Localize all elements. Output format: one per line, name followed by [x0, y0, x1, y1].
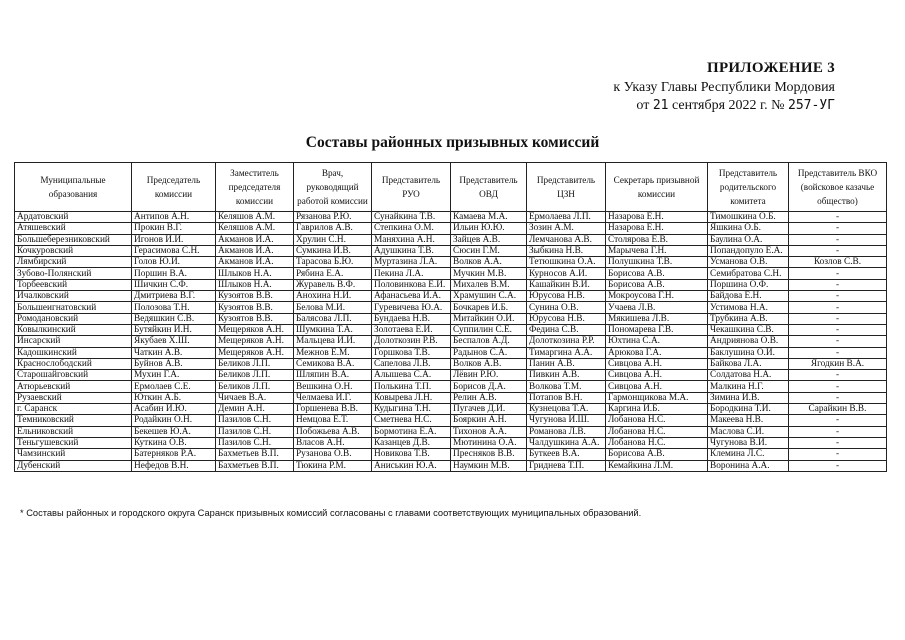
- table-cell: Ермолаева Л.П.: [527, 212, 606, 223]
- column-header: Муниципальные образования: [15, 163, 132, 212]
- table-cell: Лёвин Р.Ю.: [451, 370, 527, 381]
- table-row: [15, 223, 887, 234]
- table-cell: Юрусова Н.В.: [527, 313, 606, 324]
- table-cell: Якубаев Х.Ш.: [132, 336, 216, 347]
- municipality-cell: Зубово-Полянский: [15, 268, 132, 279]
- table-cell: Акманов И.А.: [216, 257, 294, 268]
- table-cell: Курносов А.И.: [527, 268, 606, 279]
- table-cell: Половинкова Е.И.: [372, 279, 451, 290]
- table-cell: Пресняков В.В.: [451, 449, 527, 460]
- table-cell: Пазилов С.Н.: [216, 426, 294, 437]
- table-cell: Байкова Л.А.: [708, 358, 789, 369]
- table-cell: Чаткин А.В.: [132, 347, 216, 358]
- table-row: [15, 324, 887, 335]
- table-cell: Власов А.Н.: [294, 437, 372, 448]
- table-row: [15, 347, 887, 358]
- table-cell: Усманова О.В.: [708, 257, 789, 268]
- table-cell: Алышева С.А.: [372, 370, 451, 381]
- table-cell: -: [789, 245, 887, 256]
- table-cell: -: [789, 437, 887, 448]
- table-cell: -: [789, 291, 887, 302]
- municipality-cell: Торбеевский: [15, 279, 132, 290]
- table-cell: Баулина О.А.: [708, 234, 789, 245]
- table-cell: Трубкина А.В.: [708, 313, 789, 324]
- municipality-cell: Темниковский: [15, 415, 132, 426]
- table-cell: Журавель В.Ф.: [294, 279, 372, 290]
- table-cell: -: [789, 279, 887, 290]
- column-header: Председатель комиссии: [132, 163, 216, 212]
- table-cell: Сюсин Г.М.: [451, 245, 527, 256]
- table-cell: Бородкина Т.И.: [708, 404, 789, 415]
- table-cell: Акманов И.А.: [216, 245, 294, 256]
- decree-date-line: [636, 98, 835, 114]
- municipality-cell: Чамзинский: [15, 449, 132, 460]
- table-cell: Митайкин О.И.: [451, 313, 527, 324]
- table-cell: Борисова А.В.: [606, 279, 708, 290]
- table-cell: -: [789, 392, 887, 403]
- table-cell: Побожьева А.В.: [294, 426, 372, 437]
- table-cell: Малкина Н.Г.: [708, 381, 789, 392]
- table-cell: Баклушина О.И.: [708, 347, 789, 358]
- table-cell: Асабин И.Ю.: [132, 404, 216, 415]
- table-cell: -: [789, 415, 887, 426]
- municipality-cell: Рузаевский: [15, 392, 132, 403]
- table-cell: Релин А.В.: [451, 392, 527, 403]
- table-cell: Арюкова Г.А.: [606, 347, 708, 358]
- table-cell: Ермолаев С.Е.: [132, 381, 216, 392]
- table-cell: Храмушин С.А.: [451, 291, 527, 302]
- table-cell: Челмаева И.Г.: [294, 392, 372, 403]
- table-cell: Шичкин С.Ф.: [132, 279, 216, 290]
- table-cell: Борисова А.В.: [606, 449, 708, 460]
- table-cell: Чекашкина С.В.: [708, 324, 789, 335]
- table-cell: Поршина О.Ф.: [708, 279, 789, 290]
- table-cell: Андриянова О.В.: [708, 336, 789, 347]
- table-cell: -: [789, 234, 887, 245]
- table-row: [15, 404, 887, 415]
- table-cell: Марычева Г.Н.: [606, 245, 708, 256]
- table-cell: Сапелова Л.В.: [372, 358, 451, 369]
- table-cell: Панин А.В.: [527, 358, 606, 369]
- municipality-cell: Ковылкинский: [15, 324, 132, 335]
- table-cell: Волков А.В.: [451, 358, 527, 369]
- table-body: [15, 212, 887, 472]
- table-row: [15, 268, 887, 279]
- table-cell: Аниськин Ю.А.: [372, 460, 451, 471]
- table-cell: Келяшов А.М.: [216, 223, 294, 234]
- table-cell: Мещеряков А.Н.: [216, 336, 294, 347]
- table-cell: Воронина А.А.: [708, 460, 789, 471]
- table-cell: Мокроусова Г.Н.: [606, 291, 708, 302]
- table-cell: Козлов С.В.: [789, 257, 887, 268]
- table-cell: -: [789, 460, 887, 471]
- table-cell: Борисов Д.А.: [451, 381, 527, 392]
- table-row: [15, 245, 887, 256]
- table-cell: Чалдушкина А.А.: [527, 437, 606, 448]
- municipality-cell: Ардатовский: [15, 212, 132, 223]
- table-cell: Горшкова Т.В.: [372, 347, 451, 358]
- table-cell: Бормотина Е.А.: [372, 426, 451, 437]
- table-cell: Нефедов В.Н.: [132, 460, 216, 471]
- table-row: [15, 381, 887, 392]
- table-cell: -: [789, 212, 887, 223]
- table-cell: Тетюшкина О.А.: [527, 257, 606, 268]
- table-cell: Зыбкина Н.В.: [527, 245, 606, 256]
- table-cell: Клемина Л.С.: [708, 449, 789, 460]
- table-cell: Сунайкина Т.В.: [372, 212, 451, 223]
- table-cell: Долоткозина Р.Р.: [527, 336, 606, 347]
- table-cell: Сивцова А.Н.: [606, 370, 708, 381]
- table-cell: Балясова Л.П.: [294, 313, 372, 324]
- municipality-cell: г. Саранск: [15, 404, 132, 415]
- table-cell: Сарайкин В.В.: [789, 404, 887, 415]
- table-cell: Потапов В.Н.: [527, 392, 606, 403]
- table-cell: Чугунова И.Ш.: [527, 415, 606, 426]
- municipality-cell: Атюрьевский: [15, 381, 132, 392]
- table-cell: Тарасова Б.Ю.: [294, 257, 372, 268]
- table-cell: Каргина И.Б.: [606, 404, 708, 415]
- table-cell: Афанасьева И.А.: [372, 291, 451, 302]
- table-cell: Попандопуло Е.А.: [708, 245, 789, 256]
- table-cell: Беликов Л.П.: [216, 370, 294, 381]
- table-cell: Дмитриева В.Г.: [132, 291, 216, 302]
- table-cell: -: [789, 347, 887, 358]
- municipality-cell: Большеберезниковский: [15, 234, 132, 245]
- table-cell: Демин А.Н.: [216, 404, 294, 415]
- table-cell: Прокин В.Г.: [132, 223, 216, 234]
- table-cell: Бундаева Н.В.: [372, 313, 451, 324]
- table-row: [15, 370, 887, 381]
- table-cell: Мучкин М.В.: [451, 268, 527, 279]
- table-cell: Рябина Е.А.: [294, 268, 372, 279]
- table-cell: Родайкин О.Н.: [132, 415, 216, 426]
- table-cell: Немцова Е.Т.: [294, 415, 372, 426]
- table-cell: Лобанова Н.С.: [606, 437, 708, 448]
- table-row: [15, 336, 887, 347]
- table-cell: -: [789, 313, 887, 324]
- table-cell: Кудыгина Т.Н.: [372, 404, 451, 415]
- table-cell: -: [789, 223, 887, 234]
- table-cell: Чугунова В.И.: [708, 437, 789, 448]
- table-cell: Бекешев Ю.А.: [132, 426, 216, 437]
- table-cell: Пивкин А.В.: [527, 370, 606, 381]
- table-row: [15, 291, 887, 302]
- table-cell: Сивцова А.Н.: [606, 381, 708, 392]
- table-cell: Волков А.А.: [451, 257, 527, 268]
- table-cell: -: [789, 302, 887, 313]
- table-cell: Солдатова Н.А.: [708, 370, 789, 381]
- municipality-cell: Старошайговский: [15, 370, 132, 381]
- table-cell: Бояркин А.Н.: [451, 415, 527, 426]
- table-cell: Кузнецова Т.А.: [527, 404, 606, 415]
- table-cell: Устимова Н.А.: [708, 302, 789, 313]
- table-cell: Сунина О.В.: [527, 302, 606, 313]
- table-cell: Беспалов А.Д.: [451, 336, 527, 347]
- column-header: Заместитель председателя комиссии: [216, 163, 294, 212]
- table-cell: Мещеряков А.Н.: [216, 324, 294, 335]
- table-cell: Белова М.И.: [294, 302, 372, 313]
- table-cell: Буткеев В.А.: [527, 449, 606, 460]
- table-cell: -: [789, 336, 887, 347]
- table-cell: Сивцова А.Н.: [606, 358, 708, 369]
- table-cell: Радынов С.А.: [451, 347, 527, 358]
- municipality-cell: Ельниковский: [15, 426, 132, 437]
- table-cell: Юхтина С.А.: [606, 336, 708, 347]
- table-cell: Пономарева Г.В.: [606, 324, 708, 335]
- table-row: [15, 460, 887, 471]
- table-cell: Ильин Ю.Ю.: [451, 223, 527, 234]
- table-cell: Макеева Н.В.: [708, 415, 789, 426]
- table-cell: Пугачев Д.И.: [451, 404, 527, 415]
- table-cell: -: [789, 324, 887, 335]
- table-cell: Герасимова С.Н.: [132, 245, 216, 256]
- table-cell: Чичаев В.А.: [216, 392, 294, 403]
- table-cell: Зозин А.М.: [527, 223, 606, 234]
- table-cell: Степкина О.М.: [372, 223, 451, 234]
- table-cell: Поршин В.А.: [132, 268, 216, 279]
- footnote: * Составы районных и городского округа Саранск призывных комиссий согласованы с главами соответствующих муниципальных образований.: [20, 508, 642, 518]
- municipality-cell: Атяшевский: [15, 223, 132, 234]
- table-cell: Батерняков Р.А.: [132, 449, 216, 460]
- table-cell: Мютинина О.А.: [451, 437, 527, 448]
- table-cell: Столярова Е.В.: [606, 234, 708, 245]
- table-cell: Юрусова Н.В.: [527, 291, 606, 302]
- table-row: [15, 257, 887, 268]
- table-cell: Юткин А.Б.: [132, 392, 216, 403]
- table-cell: Кузоятов В.В.: [216, 313, 294, 324]
- table-row: [15, 392, 887, 403]
- column-header: Представитель ОВД: [451, 163, 527, 212]
- table-row: [15, 212, 887, 223]
- table-cell: Маслова С.И.: [708, 426, 789, 437]
- table-cell: Беликов Л.П.: [216, 358, 294, 369]
- table-cell: Михалев В.М.: [451, 279, 527, 290]
- table-cell: Гаврилов А.В.: [294, 223, 372, 234]
- table-cell: Тюкина Р.М.: [294, 460, 372, 471]
- table-cell: Зайцев А.В.: [451, 234, 527, 245]
- column-header: Представитель ВКО (войсковое казачье общество): [789, 163, 887, 212]
- table-cell: Наумкин М.В.: [451, 460, 527, 471]
- table-cell: Шумкина Т.А.: [294, 324, 372, 335]
- table-row: [15, 302, 887, 313]
- table-cell: Мякишева Л.В.: [606, 313, 708, 324]
- municipality-cell: Теньгушевский: [15, 437, 132, 448]
- table-cell: Мухин Г.А.: [132, 370, 216, 381]
- table-cell: Волкова Т.М.: [527, 381, 606, 392]
- table-cell: Бахметьев В.П.: [216, 460, 294, 471]
- table-cell: Долоткозин Р.В.: [372, 336, 451, 347]
- date-day: 21: [652, 98, 669, 113]
- table-cell: -: [789, 449, 887, 460]
- column-header: Представитель ЦЗН: [527, 163, 606, 212]
- table-cell: Тимошкина О.Б.: [708, 212, 789, 223]
- table-cell: Лемчанова А.В.: [527, 234, 606, 245]
- municipality-cell: Кадошкинский: [15, 347, 132, 358]
- decree-number: 257-УГ: [788, 98, 835, 113]
- table-cell: Пазилов С.Н.: [216, 415, 294, 426]
- table-cell: Полушкина Т.В.: [606, 257, 708, 268]
- table-cell: Мальцева И.И.: [294, 336, 372, 347]
- municipality-cell: Кочкуровский: [15, 245, 132, 256]
- table-cell: Голов Ю.И.: [132, 257, 216, 268]
- table-cell: Бутяйкин И.Н.: [132, 324, 216, 335]
- table-cell: Келяшов А.М.: [216, 212, 294, 223]
- table-cell: Полькина Т.П.: [372, 381, 451, 392]
- table-cell: Зимина И.В.: [708, 392, 789, 403]
- table-cell: Кузоятов В.В.: [216, 302, 294, 313]
- table-cell: Семибратова С.Н.: [708, 268, 789, 279]
- table-cell: Пазилов С.Н.: [216, 437, 294, 448]
- table-cell: Межнов Е.М.: [294, 347, 372, 358]
- table-cell: -: [789, 381, 887, 392]
- table-row: [15, 415, 887, 426]
- table-cell: Беликов Л.П.: [216, 381, 294, 392]
- table-cell: Сумкина И.В.: [294, 245, 372, 256]
- municipality-cell: Инсарский: [15, 336, 132, 347]
- table-cell: Камаева М.А.: [451, 212, 527, 223]
- column-header: Секретарь призывной комиссии: [606, 163, 708, 212]
- table-cell: Тихонов А.А.: [451, 426, 527, 437]
- table-row: [15, 234, 887, 245]
- table-header-row: [15, 163, 887, 212]
- column-header: Представитель родительского комитета: [708, 163, 789, 212]
- table-cell: Шлыков Н.А.: [216, 268, 294, 279]
- table-cell: Байдова Е.Н.: [708, 291, 789, 302]
- table-cell: Бахметьев В.П.: [216, 449, 294, 460]
- table-cell: Золотаева Е.И.: [372, 324, 451, 335]
- table-cell: Шлыков Н.А.: [216, 279, 294, 290]
- table-cell: Муртазина Л.А.: [372, 257, 451, 268]
- decree-reference: к Указу Главы Республики Мордовия: [613, 80, 835, 95]
- table-cell: Ягодкин В.А.: [789, 358, 887, 369]
- table-row: [15, 426, 887, 437]
- table-cell: Яшкина О.Б.: [708, 223, 789, 234]
- table-cell: Рязанова Р.Ю.: [294, 212, 372, 223]
- table-row: [15, 279, 887, 290]
- table-cell: Игонов И.И.: [132, 234, 216, 245]
- table-row: [15, 313, 887, 324]
- column-header: Врач, руководящий работой комиссии: [294, 163, 372, 212]
- table-cell: -: [789, 370, 887, 381]
- table-row: [15, 449, 887, 460]
- table-cell: Пекина Л.А.: [372, 268, 451, 279]
- table-cell: Лобанова Н.С.: [606, 415, 708, 426]
- table-cell: Романова Л.В.: [527, 426, 606, 437]
- date-prefix: от: [636, 98, 650, 113]
- table-cell: Суппилин С.Е.: [451, 324, 527, 335]
- table-cell: Горшенева В.В.: [294, 404, 372, 415]
- table-cell: Полозова Т.Н.: [132, 302, 216, 313]
- table-cell: -: [789, 268, 887, 279]
- table-cell: -: [789, 426, 887, 437]
- table-cell: Семикова В.А.: [294, 358, 372, 369]
- table-cell: Назарова Е.Н.: [606, 223, 708, 234]
- table-cell: Гармонщикова М.А.: [606, 392, 708, 403]
- date-rest: сентября 2022 г. №: [671, 98, 785, 113]
- municipality-cell: Дубенский: [15, 460, 132, 471]
- table-cell: Антипов А.Н.: [132, 212, 216, 223]
- table-row: [15, 437, 887, 448]
- municipality-cell: Ичалковский: [15, 291, 132, 302]
- table-cell: Лобанова Н.С.: [606, 426, 708, 437]
- table-cell: Адушкина Т.В.: [372, 245, 451, 256]
- table-cell: Анохина Н.И.: [294, 291, 372, 302]
- municipality-cell: Краснослободский: [15, 358, 132, 369]
- column-header: Представитель РУО: [372, 163, 451, 212]
- table-cell: Новикова Т.В.: [372, 449, 451, 460]
- table-cell: Тимаргина А.А.: [527, 347, 606, 358]
- document-title: Составы районных призывных комиссий: [305, 134, 600, 151]
- table-cell: Шляпин В.А.: [294, 370, 372, 381]
- table-cell: Борисова А.В.: [606, 268, 708, 279]
- table-cell: Сметнева Н.С.: [372, 415, 451, 426]
- appendix-title: ПРИЛОЖЕНИЕ 3: [707, 60, 835, 76]
- table-cell: Федина С.В.: [527, 324, 606, 335]
- commissions-table: [14, 162, 887, 472]
- table-cell: Гуревичева Ю.А.: [372, 302, 451, 313]
- table-cell: Мещеряков А.Н.: [216, 347, 294, 358]
- table-cell: Вешкина О.Н.: [294, 381, 372, 392]
- table-cell: Учаева Л.В.: [606, 302, 708, 313]
- table-cell: Ковырева Л.Н.: [372, 392, 451, 403]
- table-cell: Хрулин С.Н.: [294, 234, 372, 245]
- municipality-cell: Лямбирский: [15, 257, 132, 268]
- table-cell: Казанцев Д.В.: [372, 437, 451, 448]
- table-cell: Куткина О.В.: [132, 437, 216, 448]
- table-cell: Бочкарев И.Б.: [451, 302, 527, 313]
- table-cell: Буйнов А.В.: [132, 358, 216, 369]
- table-cell: Назарова Е.Н.: [606, 212, 708, 223]
- municipality-cell: Большеигнатовский: [15, 302, 132, 313]
- table-cell: Акманов И.А.: [216, 234, 294, 245]
- table-cell: Кузоятов В.В.: [216, 291, 294, 302]
- table-cell: Маняхина А.Н.: [372, 234, 451, 245]
- table-cell: Кемайкина Л.М.: [606, 460, 708, 471]
- municipality-cell: Ромодановский: [15, 313, 132, 324]
- table-row: [15, 358, 887, 369]
- table-cell: Кашайкин В.И.: [527, 279, 606, 290]
- table-cell: Гриднева Т.П.: [527, 460, 606, 471]
- table-cell: Ведяшкин С.В.: [132, 313, 216, 324]
- table-cell: Рузанова О.В.: [294, 449, 372, 460]
